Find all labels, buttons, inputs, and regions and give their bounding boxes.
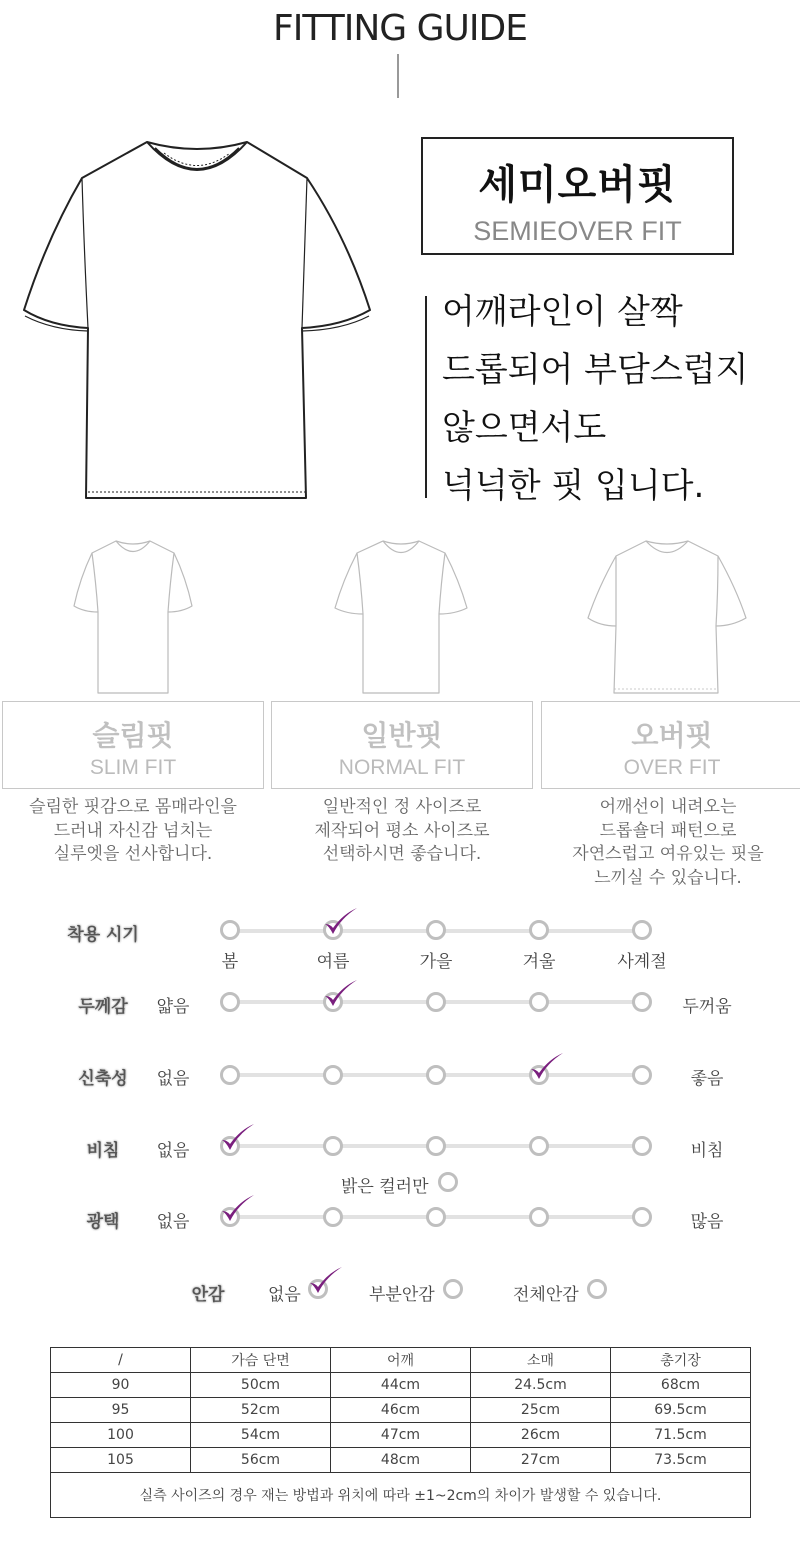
fit-text-line: 실루엣을 선사합니다. [53,844,213,864]
table-cell: 73.5cm [611,1448,751,1473]
table-cell: 46cm [331,1398,471,1423]
rating-dot-season[interactable] [632,920,652,940]
rating-label-thickness: 두께감 [78,997,128,1017]
fit-type-korean: 세미오버핏 [478,162,677,208]
table-cell: 27cm [471,1448,611,1473]
rating-min-gloss: 없음 [156,1212,190,1232]
description-line: 않으면서도 [442,408,607,448]
bright-color-only-label: 밝은 컬러만 [341,1177,429,1197]
rating-dot-season[interactable] [426,920,446,940]
fit-card-english: OVER FIT [623,756,721,779]
title-divider [397,54,399,98]
table-row [51,1423,751,1448]
slim-fit-description [2,796,264,867]
table-cell: 54cm [191,1423,331,1448]
table-header: / [51,1348,191,1373]
check-mark-icon [220,1193,256,1225]
table-header: 어깨 [331,1348,471,1373]
table-cell: 50cm [191,1373,331,1398]
fit-text-line: 드롭숄더 패턴으로 [599,820,737,841]
table-cell: 48cm [331,1448,471,1473]
rating-dot-stretch[interactable] [632,1065,652,1085]
lining-partial-radio[interactable] [443,1279,463,1299]
rating-dot-season[interactable] [529,920,549,940]
normal-fit-tshirt-illustration [333,538,470,696]
check-mark-icon [529,1051,565,1083]
rating-max-stretch: 좋음 [690,1069,724,1089]
rating-min-sheer: 없음 [156,1141,190,1161]
rating-label-gloss: 광택 [86,1212,120,1232]
size-table [50,1347,751,1518]
table-cell: 24.5cm [471,1373,611,1398]
lining-full-radio[interactable] [587,1279,607,1299]
fit-text-line: 제작되어 평소 사이즈로 [314,820,490,841]
rating-label-sheer: 비침 [86,1141,120,1161]
table-cell: 52cm [191,1398,331,1423]
rating-label-stretch: 신축성 [78,1069,128,1089]
description-line: 넉넉한 핏 입니다. [442,466,705,506]
over-fit-description [537,796,799,890]
fit-text-line: 자연스럽고 여유있는 핏을 [572,844,764,864]
page-title: FITTING GUIDE [273,8,527,49]
table-cell: 69.5cm [611,1398,751,1423]
rating-dot-season[interactable] [220,920,240,940]
rating-label-lining: 안감 [191,1285,225,1305]
fit-text-line: 어깨선이 내려오는 [599,797,737,817]
table-cell: 47cm [331,1423,471,1448]
rating-dot-sheer[interactable] [323,1136,343,1156]
fit-text-line: 선택하시면 좋습니다. [322,844,482,864]
description-line: 어깨라인이 살짝 [442,292,683,332]
table-note-row [51,1473,751,1518]
fit-text-line: 드러내 자신감 넘치는 [53,820,213,841]
rating-dot-gloss[interactable] [323,1207,343,1227]
table-header: 총기장 [611,1348,751,1373]
fit-text-line: 일반적인 정 사이즈로 [322,797,482,817]
table-cell: 100 [51,1423,191,1448]
lining-option-label: 부분안감 [369,1285,435,1305]
table-header: 소매 [471,1348,611,1373]
slim-fit-tshirt-illustration [72,538,194,696]
table-cell: 44cm [331,1373,471,1398]
rating-dot-stretch[interactable] [220,1065,240,1085]
fit-card-korean: 오버핏 [631,719,713,752]
table-row [51,1448,751,1473]
table-cell: 95 [51,1398,191,1423]
rating-max-thickness: 두꺼움 [682,997,732,1017]
rating-max-gloss: 많음 [690,1212,724,1232]
rating-dot-sheer[interactable] [529,1136,549,1156]
lining-option-label: 없음 [268,1285,301,1305]
fit-card-korean: 슬림핏 [92,719,174,752]
table-cell: 68cm [611,1373,751,1398]
table-cell: 105 [51,1448,191,1473]
description-line: 드롭되어 부담스럽지 [442,350,749,390]
table-row [51,1398,751,1423]
normal-fit-card [271,701,533,789]
rating-dot-stretch[interactable] [426,1065,446,1085]
over-fit-card [541,701,800,789]
fit-card-korean: 일반핏 [361,719,443,752]
season-option: 사계절 [617,952,667,972]
season-option: 여름 [316,952,350,972]
fit-text-line: 느끼실 수 있습니다. [594,867,742,888]
over-fit-tshirt-illustration [586,538,748,696]
rating-min-stretch: 없음 [156,1069,190,1089]
fit-type-english: SEMIEOVER FIT [473,216,682,246]
fit-description [442,286,794,518]
rating-dot-gloss[interactable] [529,1207,549,1227]
rating-dot-thickness[interactable] [632,992,652,1012]
rating-label-season: 착용 시기 [67,925,139,945]
normal-fit-description [271,796,533,867]
size-note: 실측 사이즈의 경우 재는 방법과 위치에 따라 ±1~2cm의 차이가 발생할 수 있습니다. [51,1473,751,1518]
fit-card-english: NORMAL FIT [338,756,466,779]
rating-dot-thickness[interactable] [426,992,446,1012]
check-mark-icon [323,978,359,1010]
table-cell: 71.5cm [611,1423,751,1448]
table-header: 가슴 단면 [191,1348,331,1373]
check-mark-icon [220,1122,256,1154]
rating-dot-sheer[interactable] [632,1136,652,1156]
table-cell: 25cm [471,1398,611,1423]
rating-dot-thickness[interactable] [529,992,549,1012]
fit-card-english: SLIM FIT [89,756,177,779]
rating-min-thickness: 얇음 [156,997,190,1017]
table-header-row [51,1348,751,1373]
lining-option-label: 전체안감 [513,1285,579,1305]
fit-type-box [421,137,734,255]
bright-color-only-radio[interactable] [438,1172,458,1192]
season-option: 겨울 [522,952,556,972]
rating-dot-stretch[interactable] [323,1065,343,1085]
rating-dot-gloss[interactable] [426,1207,446,1227]
check-mark-icon [323,906,359,938]
check-mark-icon [308,1265,344,1297]
slim-fit-card [2,701,264,789]
rating-max-sheer: 비침 [690,1141,724,1161]
semiover-tshirt-illustration [22,138,372,502]
rating-dot-sheer[interactable] [426,1136,446,1156]
table-cell: 90 [51,1373,191,1398]
fit-text-line: 슬림한 핏감으로 몸매라인을 [29,797,237,817]
table-cell: 26cm [471,1423,611,1448]
season-option: 봄 [221,952,239,972]
description-accent-bar [425,296,427,498]
rating-dot-gloss[interactable] [632,1207,652,1227]
rating-dot-thickness[interactable] [220,992,240,1012]
table-cell: 56cm [191,1448,331,1473]
season-option: 가을 [419,952,453,972]
table-row [51,1373,751,1398]
